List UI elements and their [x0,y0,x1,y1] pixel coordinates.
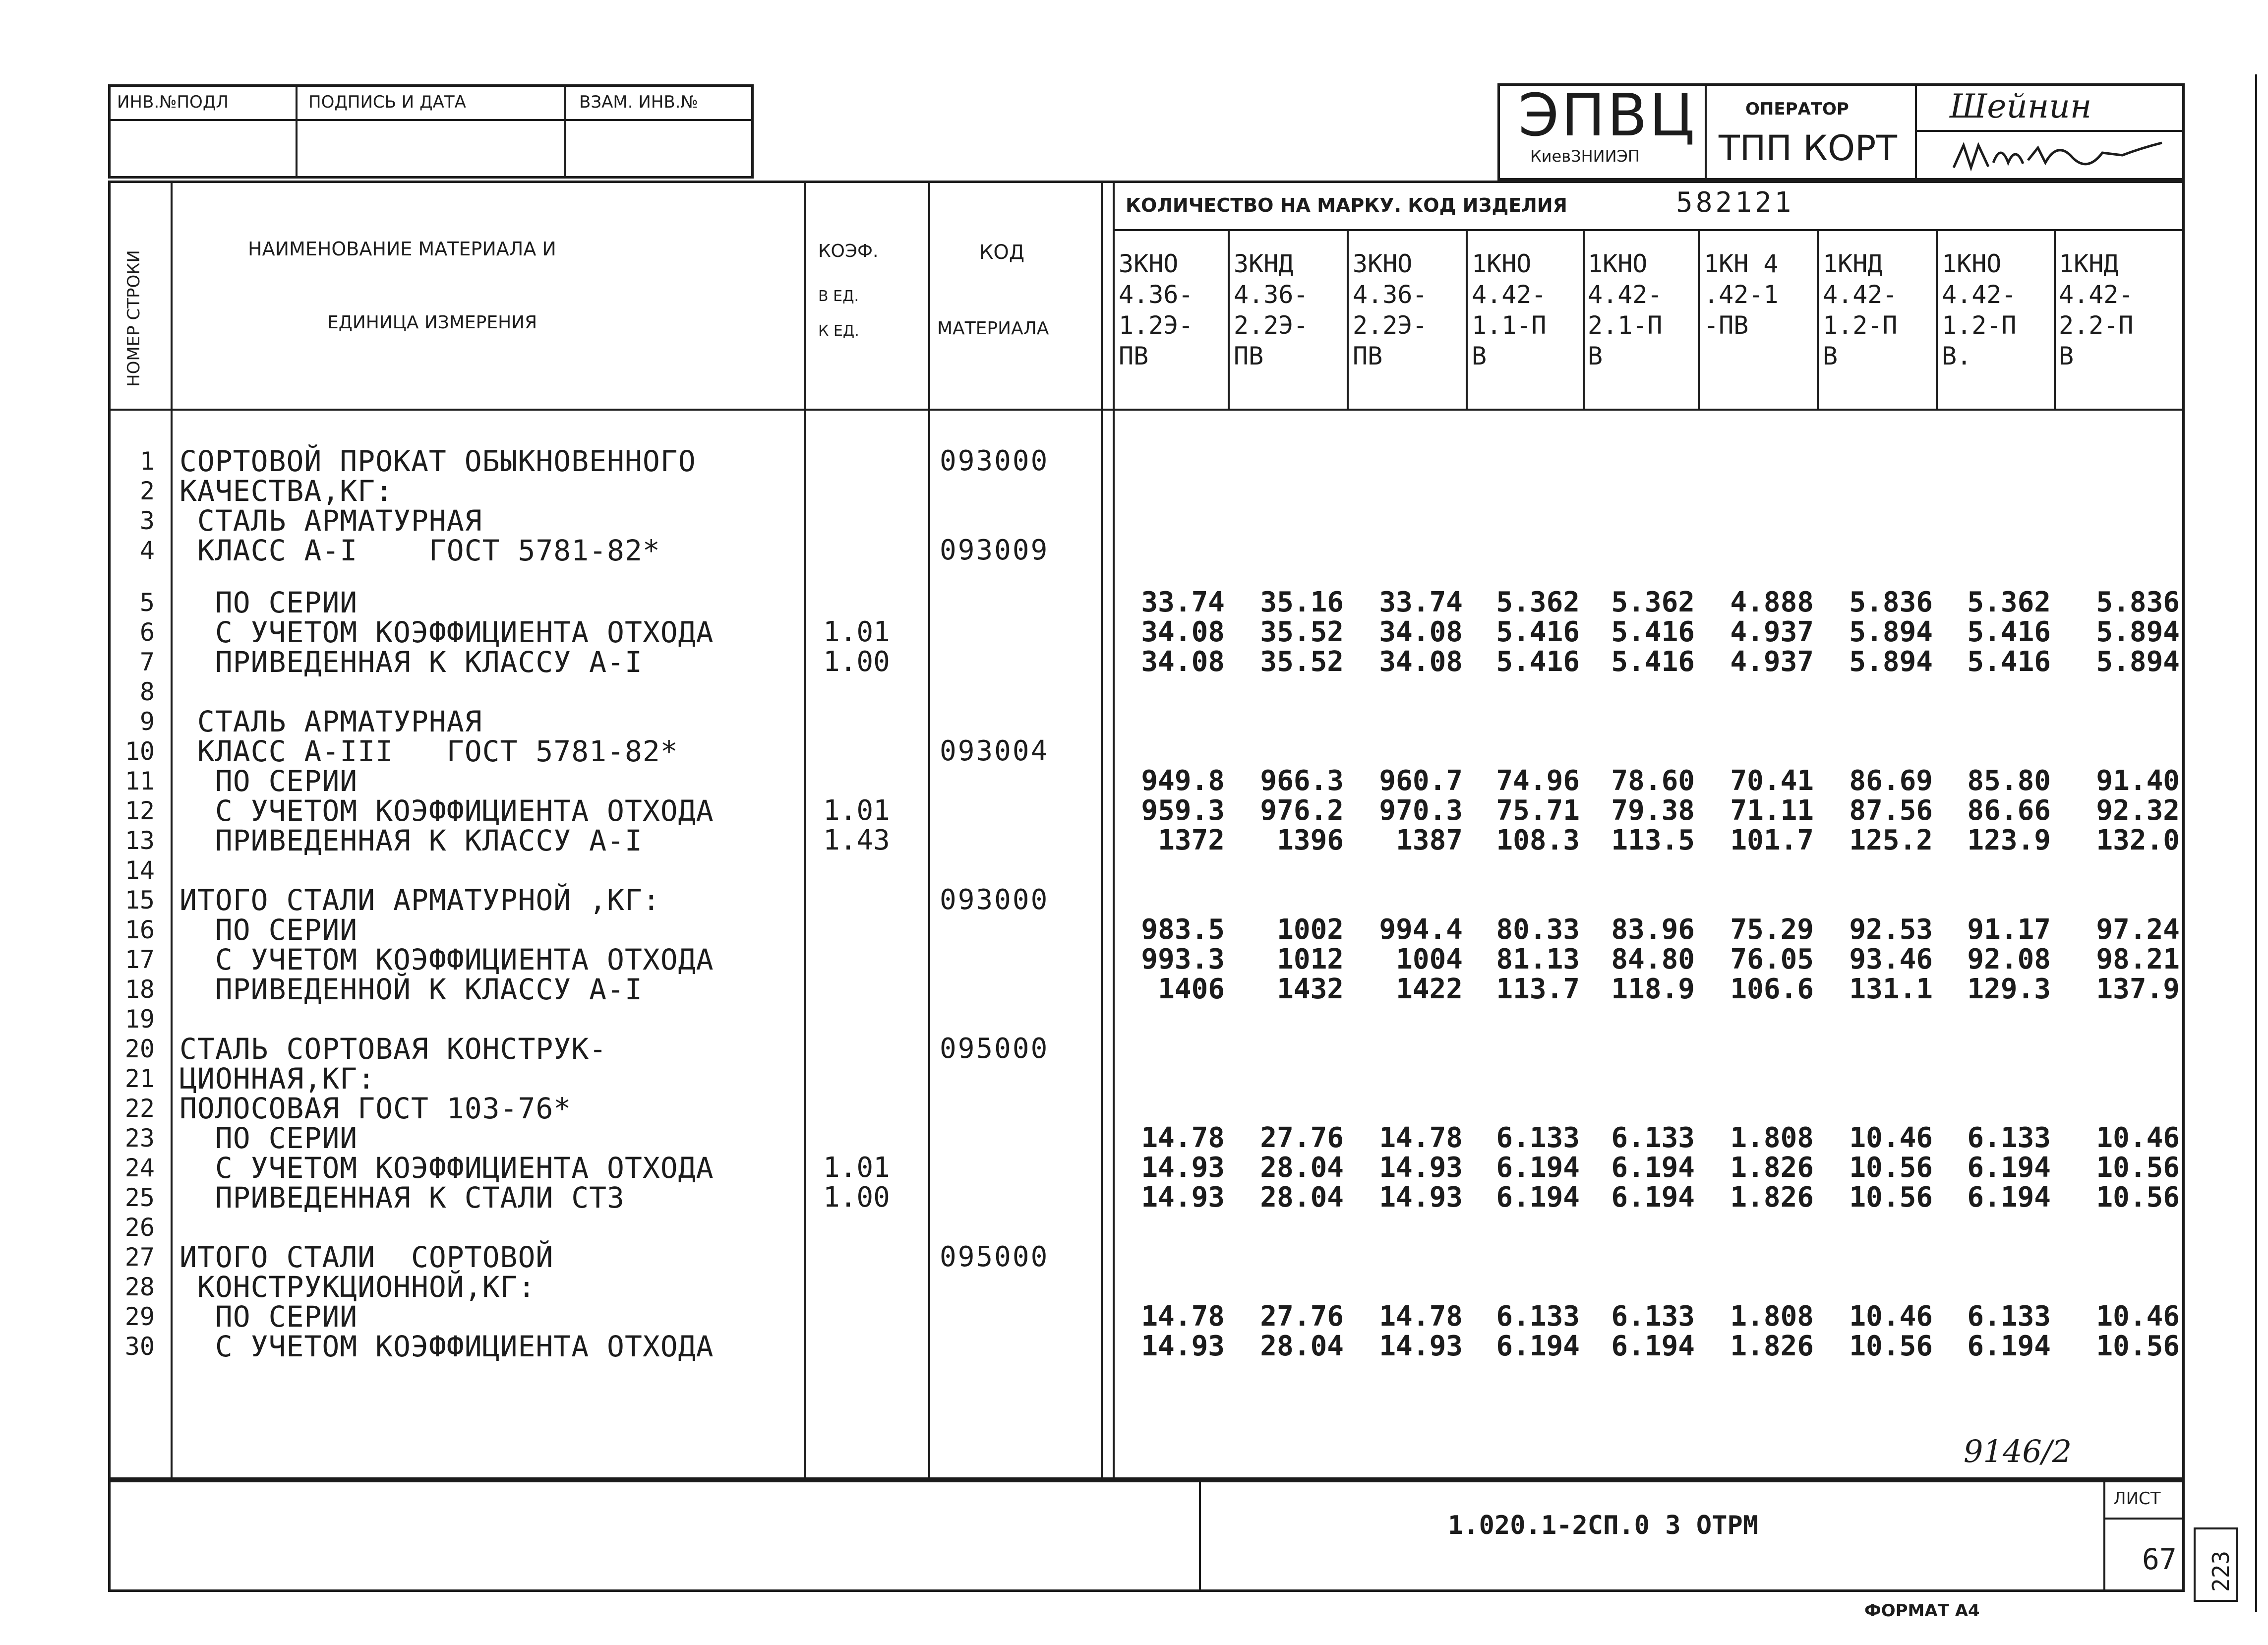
koef-value: 1.01 [823,794,890,827]
column-header-line: 3КНД [1234,249,1294,278]
material-name: С УЧЕТОМ КОЭФФИЦИЕНТА ОТХОДА [179,943,714,976]
quantity-value: 137.9 [2096,973,2180,1005]
quantity-value: 6.194 [1496,1181,1580,1214]
quantity-value: 118.9 [1611,973,1695,1005]
quantity-value: 92.53 [1849,914,1933,946]
column-header-line: 2.2Э- [1353,311,1428,340]
row-number: 3 [139,506,155,535]
vzam-label: ВЗАМ. ИНВ.№ [579,92,698,112]
quantity-value: 14.93 [1141,1181,1225,1214]
quantity-value: 1387 [1396,824,1463,856]
quantity-value: 27.76 [1260,1122,1344,1154]
quantity-value: 6.133 [1611,1122,1695,1154]
quantity-value: 131.1 [1849,973,1933,1005]
page-edge-line [2255,74,2257,1612]
koef-value: 1.00 [823,1181,890,1214]
sign-date-label: ПОДПИСЬ И ДАТА [308,92,466,112]
row-number: 19 [124,1005,155,1034]
material-name: КЛАСС А-III ГОСТ 5781-82* [179,734,678,768]
quantity-value: 106.6 [1730,973,1814,1005]
material-name: ПО СЕРИИ [179,1300,358,1334]
column-header-line: 4.42- [1942,280,2017,309]
quantity-value: 92.32 [2096,794,2180,827]
quantity-value: 6.194 [1611,1181,1695,1214]
quantity-value: 10.46 [1849,1300,1933,1333]
material-name: ПО СЕРИИ [179,913,358,947]
quantity-value: 1432 [1277,973,1344,1005]
quantity-value: 959.3 [1141,794,1225,827]
quantity-value: 33.74 [1379,586,1463,618]
koef-value: 1.00 [823,646,890,678]
row-number: 26 [124,1213,155,1242]
quantity-value: 14.78 [1379,1300,1463,1333]
row-number: 18 [124,975,155,1004]
bottom-stamp [108,1480,2185,1592]
quantity-value: 1.826 [1730,1181,1814,1214]
operator-signature [1944,133,2172,178]
material-name: С УЧЕТОМ КОЭФФИЦИЕНТА ОТХОДА [179,1151,714,1185]
row-number: 13 [124,826,155,855]
material-name: ИТОГО СТАЛИ АРМАТУРНОЙ ,КГ: [179,883,660,917]
quantity-value: 1.826 [1730,1152,1814,1184]
quantity-value: 5.894 [2096,646,2180,678]
material-code: 095000 [940,1241,1049,1273]
row-number: 21 [124,1064,155,1093]
row-number: 24 [124,1154,155,1182]
inv-no-label: ИНВ.№ПОДЛ [117,92,229,112]
quantity-value: 5.894 [2096,616,2180,648]
quantity-value: 6.133 [1496,1300,1580,1333]
quantity-value: 35.52 [1260,616,1344,648]
row-number: 23 [124,1124,155,1153]
quantity-value: 10.56 [2096,1152,2180,1184]
quantity-value: 84.80 [1611,943,1695,975]
koef-value: 1.01 [823,616,890,648]
sheet-label: ЛИСТ [2113,1489,2161,1509]
column-header-line: В [2059,342,2074,370]
material-name: ПРИВЕДЕННОЙ К КЛАССУ А-I [179,973,643,1006]
quantity-value: 6.194 [1967,1181,2051,1214]
quantity-value: 97.24 [2096,914,2180,946]
material-code: 093000 [940,884,1049,916]
material-code: 093000 [940,445,1049,477]
column-header-line: 4.42- [1472,280,1547,309]
code-header-2: МАТЕРИАЛА [937,318,1049,339]
koef-header-3: К ЕД. [818,322,859,340]
row-number: 15 [124,886,155,914]
row-number: 29 [124,1302,155,1331]
quantity-value: 34.08 [1379,616,1463,648]
quantity-value: 28.04 [1260,1181,1344,1214]
material-code: 093009 [940,534,1049,566]
quantity-value: 5.416 [1496,616,1580,648]
material-name: ПРИВЕДЕННАЯ К КЛАССУ А-I [179,645,643,679]
row-number: 25 [124,1183,155,1212]
quantity-value: 994.4 [1379,914,1463,946]
row-number: 7 [139,648,155,676]
quantity-value: 6.133 [1496,1122,1580,1154]
column-header-line: 4.42- [1823,280,1898,309]
quantity-value: 5.416 [1967,616,2051,648]
quantity-value: 70.41 [1730,765,1814,797]
quantity-value: 5.362 [1967,586,2051,618]
org-name: ЭПВЦ [1518,81,1697,149]
row-number: 4 [139,536,155,565]
quantity-value: 10.46 [2096,1122,2180,1154]
quantity-value: 960.7 [1379,765,1463,797]
quantity-value: 35.52 [1260,646,1344,678]
column-header-line: 1КНО [1588,249,1648,278]
material-name: ПРИВЕДЕННАЯ К КЛАССУ А-I [179,824,643,857]
column-header-line: 4.42- [2059,280,2134,309]
column-header-line: 1.2-П [1942,311,2017,340]
quantity-value: 14.78 [1141,1122,1225,1154]
quantity-value: 74.96 [1496,765,1580,797]
column-header-line: 1.2Э- [1119,311,1194,340]
row-number: 20 [124,1035,155,1063]
material-name: ПО СЕРИИ [179,586,358,619]
quantity-value: 86.66 [1967,794,2051,827]
column-header-line: 4.36- [1234,280,1309,309]
quantity-value: 10.56 [1849,1330,1933,1362]
column-header-line: 4.36- [1353,280,1428,309]
quantity-value: 80.33 [1496,914,1580,946]
handwritten-number: 9146/2 [1964,1433,2072,1469]
material-name: ПО СЕРИИ [179,1121,358,1155]
quantity-value: 14.78 [1379,1122,1463,1154]
quantity-value: 28.04 [1260,1330,1344,1362]
quantity-value: 993.3 [1141,943,1225,975]
koef-header-2: В ЕД. [818,288,859,305]
quantity-value: 91.17 [1967,914,2051,946]
quantity-value: 976.2 [1260,794,1344,827]
org-subname: КиевЗНИИЭП [1530,147,1640,166]
quantity-value: 1.826 [1730,1330,1814,1362]
code-header-1: КОД [979,241,1025,264]
row-number: 9 [139,707,155,736]
material-name: ПОЛОСОВАЯ ГОСТ 103-76* [179,1092,572,1125]
quantity-value: 108.3 [1496,824,1580,856]
material-name: СТАЛЬ АРМАТУРНАЯ [179,705,482,738]
name-header-line1: НАИМЕНОВАНИЕ МАТЕРИАЛА И [248,238,556,260]
koef-header-1: КОЭФ. [818,241,879,261]
quantity-value: 75.29 [1730,914,1814,946]
quantity-value: 5.416 [1967,646,2051,678]
quantity-value: 4.937 [1730,646,1814,678]
column-header-line: 1КНД [1823,249,1883,278]
quantity-value: 6.194 [1967,1330,2051,1362]
quantity-value: 5.362 [1611,586,1695,618]
column-header-line: 2.2Э- [1234,311,1309,340]
column-header-line: 1КНО [1942,249,2002,278]
column-header-line: 1КН 4 [1704,249,1779,278]
koef-value: 1.01 [823,1152,890,1184]
quantity-value: 10.46 [2096,1300,2180,1333]
column-header-line: 1КНД [2059,249,2119,278]
quantity-value: 34.08 [1141,616,1225,648]
material-name: КОНСТРУКЦИОННОЙ,КГ: [179,1270,536,1304]
quantity-value: 125.2 [1849,824,1933,856]
quantity-value: 87.56 [1849,794,1933,827]
row-number: 16 [124,915,155,944]
quantity-value: 27.76 [1260,1300,1344,1333]
column-header-line: 3КНО [1119,249,1179,278]
material-name: КАЧЕСТВА,КГ: [179,474,394,508]
quantity-value: 10.56 [1849,1181,1933,1214]
quantity-value: 949.8 [1141,765,1225,797]
format-label: ФОРМАТ А4 [1864,1601,1980,1621]
quantity-value: 6.194 [1967,1152,2051,1184]
quantity-value: 1406 [1158,973,1225,1005]
quantity-value: 1012 [1277,943,1344,975]
material-name: ПО СЕРИИ [179,764,358,798]
quantity-value: 35.16 [1260,586,1344,618]
material-name: СОРТОВОЙ ПРОКАТ ОБЫКНОВЕННОГО [179,444,696,478]
quantity-value: 76.05 [1730,943,1814,975]
column-header-line: В [1472,342,1487,370]
quantity-value: 33.74 [1141,586,1225,618]
column-header-line: В [1823,342,1838,370]
quantity-value: 10.46 [1849,1122,1933,1154]
operator-label: ОПЕРАТОР [1745,99,1849,119]
quantity-value: 5.416 [1611,616,1695,648]
quantity-value: 970.3 [1379,794,1463,827]
row-number: 22 [124,1094,155,1123]
quantity-value: 1.808 [1730,1122,1814,1154]
row-number: 30 [124,1332,155,1361]
quantity-value: 14.93 [1379,1181,1463,1214]
quantity-value: 6.194 [1611,1152,1695,1184]
quantity-value: 132.0 [2096,824,2180,856]
quantity-value: 34.08 [1379,646,1463,678]
column-header-line: В [1588,342,1603,370]
side-number: 223 [2208,1550,2234,1592]
row-number: 11 [124,767,155,795]
dept-name: ТПП КОРТ [1719,128,1898,169]
column-header-line: ПВ [1234,342,1264,370]
column-header-line: ПВ [1353,342,1383,370]
quantity-value: 6.194 [1611,1330,1695,1362]
operator-name: Шейнин [1950,87,2092,125]
column-header-line: В. [1942,342,1972,370]
quantity-value: 983.5 [1141,914,1225,946]
row-number: 28 [124,1273,155,1301]
material-name: ИТОГО СТАЛИ СОРТОВОЙ [179,1240,554,1274]
quantity-value: 1002 [1277,914,1344,946]
quantity-value: 5.416 [1611,646,1695,678]
column-header-line: 4.42- [1588,280,1663,309]
product-code: 582121 [1676,186,1794,219]
row-number: 10 [124,737,155,766]
column-header-line: ПВ [1119,342,1149,370]
row-number: 27 [124,1243,155,1272]
column-header-line: 2.1-П [1588,311,1663,340]
quantity-value: 91.40 [2096,765,2180,797]
quantity-value: 75.71 [1496,794,1580,827]
quantity-value: 5.362 [1496,586,1580,618]
quantity-value: 4.888 [1730,586,1814,618]
material-name: КЛАСС А-I ГОСТ 5781-82* [179,534,660,567]
row-number-header: НОМЕР СТРОКИ [124,250,144,387]
quantity-value: 34.08 [1141,646,1225,678]
column-header-line: 1.1-П [1472,311,1547,340]
quantity-value: 6.194 [1496,1152,1580,1184]
quantity-value: 129.3 [1967,973,2051,1005]
row-number: 6 [139,618,155,647]
column-header-line: 4.36- [1119,280,1194,309]
row-number: 1 [139,447,155,476]
quantity-value: 1372 [1158,824,1225,856]
column-header-line: 1.2-П [1823,311,1898,340]
quantity-value: 1396 [1277,824,1344,856]
qty-header: КОЛИЧЕСТВО НА МАРКУ. КОД ИЗДЕЛИЯ [1126,194,1567,216]
quantity-value: 6.133 [1611,1300,1695,1333]
quantity-value: 6.133 [1967,1300,2051,1333]
row-number: 17 [124,945,155,974]
quantity-value: 113.5 [1611,824,1695,856]
quantity-value: 14.93 [1379,1152,1463,1184]
sheet-number: 67 [2142,1542,2177,1576]
quantity-value: 71.11 [1730,794,1814,827]
row-number: 12 [124,796,155,825]
quantity-value: 6.133 [1967,1122,2051,1154]
material-name: СТАЛЬ СОРТОВАЯ КОНСТРУК- [179,1032,607,1066]
quantity-value: 5.416 [1496,646,1580,678]
quantity-value: 81.13 [1496,943,1580,975]
material-name: С УЧЕТОМ КОЭФФИЦИЕНТА ОТХОДА [179,615,714,649]
column-header-line: .42-1 [1704,280,1779,309]
row-number: 14 [124,856,155,885]
quantity-value: 14.93 [1141,1330,1225,1362]
quantity-value: 1.808 [1730,1300,1814,1333]
material-name: ПРИВЕДЕННАЯ К СТАЛИ СТ3 [179,1181,625,1215]
material-name: С УЧЕТОМ КОЭФФИЦИЕНТА ОТХОДА [179,1330,714,1363]
koef-value: 1.43 [823,824,890,856]
quantity-value: 78.60 [1611,765,1695,797]
column-header-line: 2.2-П [2059,311,2134,340]
quantity-value: 14.78 [1141,1300,1225,1333]
quantity-value: 1422 [1396,973,1463,1005]
material-name: ЦИОННАЯ,КГ: [179,1062,376,1096]
row-number: 5 [139,588,155,617]
quantity-value: 86.69 [1849,765,1933,797]
quantity-value: 4.937 [1730,616,1814,648]
quantity-value: 92.08 [1967,943,2051,975]
quantity-value: 5.836 [2096,586,2180,618]
material-code: 095000 [940,1033,1049,1065]
quantity-value: 101.7 [1730,824,1814,856]
name-header-line2: ЕДИНИЦА ИЗМЕРЕНИЯ [327,312,537,333]
quantity-value: 28.04 [1260,1152,1344,1184]
quantity-value: 98.21 [2096,943,2180,975]
quantity-value: 113.7 [1496,973,1580,1005]
document-code: 1.020.1-2СП.0 3 ОТРМ [1448,1511,1759,1540]
quantity-value: 5.836 [1849,586,1933,618]
quantity-value: 6.194 [1496,1330,1580,1362]
material-name: С УЧЕТОМ КОЭФФИЦИЕНТА ОТХОДА [179,794,714,828]
quantity-value: 10.56 [2096,1181,2180,1214]
quantity-value: 14.93 [1379,1330,1463,1362]
column-header-line: 1КНО [1472,249,1532,278]
quantity-value: 83.96 [1611,914,1695,946]
row-number: 2 [139,477,155,505]
quantity-value: 1004 [1396,943,1463,975]
quantity-value: 966.3 [1260,765,1344,797]
material-name: СТАЛЬ АРМАТУРНАЯ [179,504,482,538]
quantity-value: 10.56 [1849,1152,1933,1184]
row-number: 8 [139,677,155,706]
quantity-value: 93.46 [1849,943,1933,975]
column-header-line: -ПВ [1704,311,1749,340]
quantity-value: 5.894 [1849,616,1933,648]
quantity-value: 14.93 [1141,1152,1225,1184]
quantity-value: 79.38 [1611,794,1695,827]
quantity-value: 10.56 [2096,1330,2180,1362]
material-code: 093004 [940,735,1049,767]
column-header-line: 3КНО [1353,249,1413,278]
quantity-value: 123.9 [1967,824,2051,856]
quantity-value: 5.894 [1849,646,1933,678]
quantity-value: 85.80 [1967,765,2051,797]
